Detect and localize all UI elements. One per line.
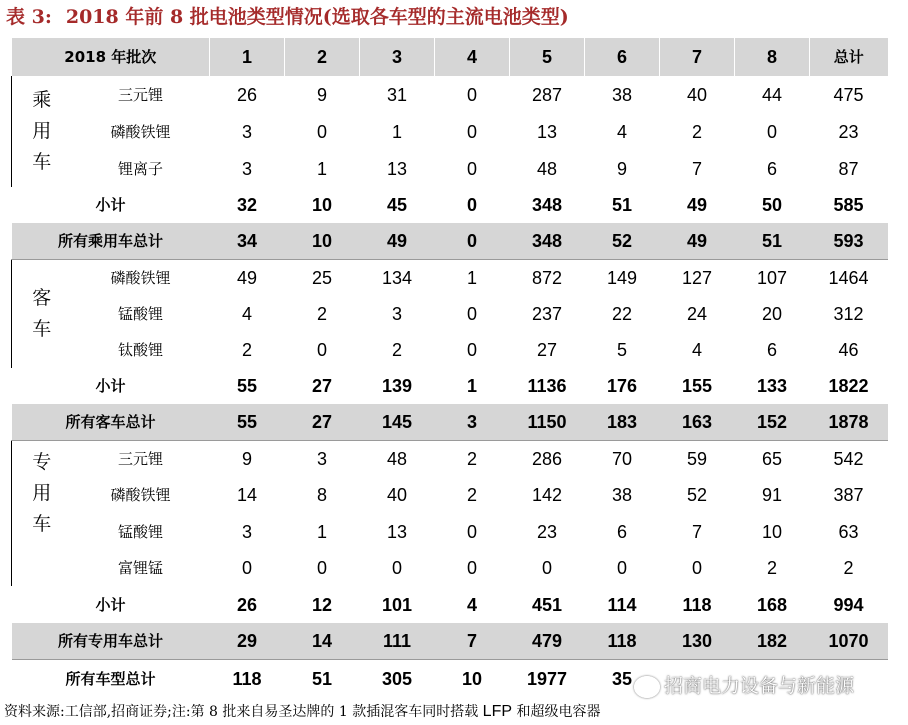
cell: 1070 [810, 623, 888, 659]
source-note-lfp: LFP [482, 703, 513, 720]
cell: 872 [531, 267, 563, 288]
cell: 40 [687, 84, 708, 105]
cell: 23 [838, 121, 859, 142]
cell: 142 [531, 485, 563, 505]
cell: 3 [317, 448, 328, 469]
cell: 52 [585, 223, 660, 259]
cell: 4 [467, 594, 478, 615]
cell: 35 [612, 669, 633, 690]
cell: 182 [735, 623, 810, 659]
table-row [12, 477, 888, 513]
table-row [12, 296, 888, 332]
header-batch: 7 [660, 38, 735, 76]
battery-type-table [11, 38, 888, 699]
cell: 2 [843, 558, 854, 578]
cell: 12 [312, 594, 333, 615]
cell: 9 [617, 158, 628, 179]
cell: 27 [285, 404, 360, 440]
subtotal-label: 小计 [95, 196, 126, 214]
source-note-part2: 和超级电容器 [512, 704, 601, 720]
table-row [12, 150, 888, 187]
cell: 2 [467, 485, 478, 505]
cell: 65 [762, 448, 783, 469]
header-row [12, 38, 888, 76]
cell: 2 [467, 448, 478, 469]
cell: 387 [833, 485, 864, 505]
cell: 593 [810, 223, 888, 259]
cell: 1878 [810, 404, 888, 440]
section-total-label: 所有乘用车总计 [12, 223, 210, 259]
cell: 130 [660, 623, 735, 659]
cell: 107 [756, 267, 788, 288]
cell: 133 [756, 376, 788, 396]
cell: 0 [317, 340, 328, 360]
section-total-label: 所有客车总计 [12, 404, 210, 440]
cell: 2 [767, 558, 778, 578]
subtotal-row [12, 368, 888, 404]
header-batch: 2 [285, 38, 360, 76]
cell: 168 [756, 594, 788, 615]
cell: 29 [210, 623, 285, 659]
cell: 0 [542, 558, 553, 578]
table-row [12, 332, 888, 368]
cell: 163 [660, 404, 735, 440]
cell: 348 [531, 195, 563, 215]
cell: 101 [381, 594, 413, 615]
cell: 49 [687, 195, 708, 215]
cell: 22 [612, 304, 633, 324]
cell: 127 [681, 267, 713, 288]
cell: 6 [767, 340, 778, 360]
cell: 1 [467, 267, 478, 288]
cell: 312 [833, 304, 864, 324]
cell: 52 [687, 485, 708, 505]
table-caption: 2018 年前 8 批电池类型情况(选取各车型的主流电池类型) [65, 6, 569, 28]
cell: 1977 [526, 669, 568, 690]
cell: 55 [210, 404, 285, 440]
table-title [6, 4, 569, 30]
cell: 0 [692, 558, 703, 578]
grand-total-label: 所有车型总计 [65, 670, 156, 689]
cell: 585 [833, 195, 864, 215]
cell: 49 [660, 223, 735, 259]
source-note [4, 701, 600, 723]
cell: 13 [387, 158, 408, 179]
cell: 139 [381, 376, 413, 396]
cell: 44 [762, 84, 783, 105]
cell: 70 [612, 448, 633, 469]
cell: 3 [242, 121, 253, 142]
section-total-label: 所有专用车总计 [12, 623, 210, 659]
cell: 7 [435, 623, 510, 659]
cell: 0 [392, 558, 403, 578]
source-note-part1: 资料来源:工信部,招商证券;注:第 8 批来自易圣达牌的 1 款插混客车同时搭载 [4, 704, 483, 720]
cell: 9 [242, 448, 253, 469]
table-row [12, 550, 888, 586]
cell: 2 [242, 340, 253, 360]
cell: 0 [467, 340, 478, 360]
cell: 7 [692, 158, 703, 179]
cell: 20 [762, 304, 783, 324]
cell: 0 [467, 304, 478, 324]
battery-type: 锰酸锂 [118, 305, 164, 323]
cell: 479 [510, 623, 585, 659]
cell: 475 [833, 84, 864, 105]
cell: 176 [606, 376, 638, 396]
cell: 26 [237, 84, 258, 105]
battery-type: 磷酸铁锂 [110, 268, 171, 287]
cell: 13 [387, 521, 408, 542]
cell: 3 [392, 304, 403, 324]
cell: 34 [210, 223, 285, 259]
cell: 26 [237, 594, 258, 615]
cell: 0 [617, 558, 628, 578]
cell: 155 [681, 376, 713, 396]
cell: 542 [833, 448, 864, 469]
cell: 114 [607, 594, 637, 615]
cell: 87 [838, 158, 859, 179]
battery-type: 锂离子 [118, 159, 164, 178]
header-batch-label: 2018 年批次 [12, 38, 210, 76]
cell: 134 [381, 267, 413, 288]
table-row [12, 259, 888, 296]
cell: 63 [838, 521, 859, 542]
cell: 1136 [527, 376, 567, 396]
cell: 0 [767, 121, 778, 142]
cell: 3 [435, 404, 510, 440]
table-row [12, 440, 888, 477]
section-total-row [12, 404, 888, 440]
cell: 237 [531, 304, 563, 324]
cell: 118 [232, 669, 262, 690]
cell: 0 [317, 121, 328, 142]
section-total-row [12, 223, 888, 259]
cell: 2 [392, 340, 403, 360]
cell: 38 [612, 485, 633, 505]
header-batch: 4 [435, 38, 510, 76]
cell: 1150 [510, 404, 585, 440]
cell: 10 [285, 223, 360, 259]
battery-type: 钛酸锂 [118, 341, 164, 359]
cell: 4 [692, 340, 703, 360]
header-batch: 5 [510, 38, 585, 76]
category-passenger: 乘 用 车 [12, 76, 72, 187]
cell: 1 [317, 158, 328, 179]
cell: 305 [381, 669, 413, 690]
cell: 0 [467, 521, 478, 542]
cell: 348 [510, 223, 585, 259]
cell: 286 [531, 448, 563, 469]
battery-type: 三元锂 [118, 449, 164, 468]
cell: 5 [617, 340, 628, 360]
cell: 10 [462, 669, 483, 690]
table-row [12, 113, 888, 150]
cell: 55 [237, 376, 258, 396]
cell: 51 [612, 195, 633, 215]
cell: 51 [312, 669, 333, 690]
cell: 2 [317, 304, 328, 324]
cell: 10 [312, 195, 333, 215]
watermark-text: 招商电力设备与新能源 [664, 675, 855, 697]
subtotal-row [12, 187, 888, 223]
cell: 3 [242, 158, 253, 179]
cell: 4 [617, 121, 628, 142]
subtotal-label: 小计 [95, 595, 126, 614]
cell: 13 [537, 121, 558, 142]
cell: 32 [237, 195, 258, 215]
cell: 23 [537, 521, 558, 542]
cell: 49 [237, 267, 258, 288]
cell: 183 [585, 404, 660, 440]
header-batch: 8 [735, 38, 810, 76]
cell: 59 [687, 448, 708, 469]
battery-type: 锰酸锂 [118, 522, 164, 541]
cell: 27 [537, 340, 558, 360]
cell: 7 [692, 521, 703, 542]
cell: 152 [735, 404, 810, 440]
cell: 145 [360, 404, 435, 440]
battery-type: 磷酸铁锂 [110, 486, 171, 504]
cell: 38 [612, 84, 633, 105]
cell: 287 [531, 84, 563, 105]
cell: 6 [617, 521, 628, 542]
cell: 10 [762, 521, 783, 542]
cell: 0 [242, 558, 253, 578]
header-batch: 3 [360, 38, 435, 76]
cell: 46 [838, 340, 859, 360]
cell: 27 [312, 376, 333, 396]
battery-type: 富锂锰 [118, 559, 164, 577]
cell: 31 [387, 84, 408, 105]
cell: 1822 [828, 376, 869, 396]
header-batch: 6 [585, 38, 660, 76]
cell: 50 [762, 195, 783, 215]
cell: 0 [467, 195, 478, 215]
cell: 2 [692, 121, 703, 142]
cell: 1464 [828, 267, 869, 288]
cell: 0 [467, 158, 478, 179]
cell: 149 [606, 267, 638, 288]
cell: 24 [687, 304, 708, 324]
cell: 9 [317, 84, 328, 105]
cell: 49 [360, 223, 435, 259]
battery-type: 磷酸铁锂 [110, 122, 171, 141]
cell: 0 [317, 558, 328, 578]
category-bus: 客 车 [12, 259, 72, 368]
cell: 48 [537, 158, 558, 179]
cell: 118 [585, 623, 660, 659]
cell: 451 [531, 594, 563, 615]
cell: 45 [387, 195, 408, 215]
table-number: 表 3: [6, 6, 52, 28]
cell: 0 [435, 223, 510, 259]
subtotal-row [12, 586, 888, 623]
cell: 0 [467, 84, 478, 105]
cell: 994 [833, 594, 864, 615]
wechat-icon [634, 676, 660, 698]
cell: 0 [467, 558, 478, 578]
cell: 6 [767, 158, 778, 179]
watermark [634, 672, 854, 700]
subtotal-label: 小计 [95, 377, 126, 395]
cell: 14 [285, 623, 360, 659]
cell: 25 [312, 267, 333, 288]
category-special: 专 用 车 [12, 440, 72, 586]
header-total: 总计 [810, 38, 888, 76]
cell: 3 [242, 521, 253, 542]
cell: 40 [387, 485, 408, 505]
table-row [12, 76, 888, 113]
battery-type: 三元锂 [118, 85, 164, 104]
cell: 8 [317, 485, 328, 505]
cell: 111 [360, 623, 435, 659]
cell: 118 [682, 594, 712, 615]
section-total-row [12, 623, 888, 659]
cell: 51 [735, 223, 810, 259]
cell: 1 [317, 521, 328, 542]
cell: 14 [237, 485, 258, 505]
cell: 4 [242, 304, 253, 324]
header-batch: 1 [210, 38, 285, 76]
cell: 1 [392, 121, 403, 142]
table-row [12, 513, 888, 550]
cell: 48 [387, 448, 408, 469]
cell: 0 [467, 121, 478, 142]
cell: 91 [762, 485, 783, 505]
cell: 1 [467, 376, 478, 396]
